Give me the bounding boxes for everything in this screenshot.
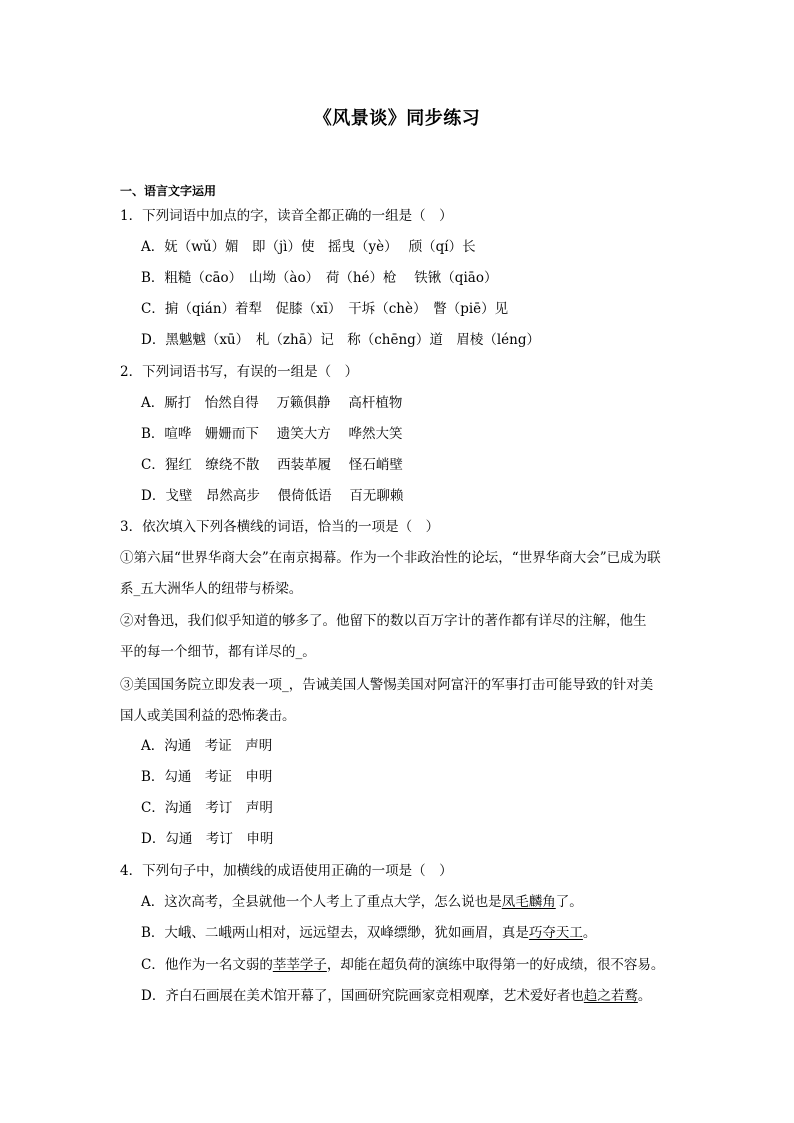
question-4-option-c <box>141 955 664 975</box>
option-d-underlined-idiom: 趋之若鹜 <box>583 988 638 1004</box>
question-1-option-a: A．妩（wǔ）媚 即（jì）使 摇曳（yè） 颀（qí）长 <box>141 239 476 255</box>
option-b-text-after: 。 <box>582 925 597 941</box>
option-b-underlined-idiom: 巧夺天工 <box>528 925 583 941</box>
option-d-text-after: 。 <box>637 988 652 1004</box>
question-3-option-d: D．勾通 考订 申明 <box>141 831 274 847</box>
question-2-option-d: D．戈壁 昂然高步 偎倚低语 百无聊赖 <box>141 488 404 504</box>
question-1-stem: 1．下列词语中加点的字，读音全都正确的一组是（ ） <box>120 208 453 224</box>
question-3-passage-3-line-2: 国人或美国利益的恐怖袭击。 <box>120 708 296 724</box>
question-3-passage-2-line-2: 平的每一个细节，都有详尽的_。 <box>120 644 316 660</box>
option-d-text-before: D．齐白石画展在美术馆开幕了，国画研究院画家竞相观摩，艺术爱好者也 <box>141 988 584 1004</box>
question-2-option-c: C．猩红 缭绕不散 西装革履 怪石峭壁 <box>141 457 403 473</box>
question-3-stem: 3．依次填入下列各横线的词语，恰当的一项是（ ） <box>120 519 440 535</box>
question-3-option-c: C．沟通 考订 声明 <box>141 800 273 816</box>
question-4-option-b <box>141 923 596 943</box>
option-a-text-after: 了。 <box>555 894 583 910</box>
question-1-option-c: C．掮（qián）着犁 促膝（xī） 干坼（chè） 瞥（piē）见 <box>141 301 509 317</box>
option-b-text-before: B．大峨、二峨两山相对，远远望去，双峰缥缈，犹如画眉，真是 <box>141 925 529 941</box>
question-3-passage-1-line-1: ①第六届“世界华商大会”在南京揭幕。作为一个非政治性的论坛，“世界华商大会”已成为联 <box>120 550 661 566</box>
question-3-option-b: B．勾通 考证 申明 <box>141 769 273 785</box>
question-4-option-d <box>141 986 651 1006</box>
question-3-passage-2-line-1: ②对鲁迅，我们似乎知道的够多了。他留下的数以百万字计的著作都有详尽的注解，他生 <box>120 613 647 629</box>
question-2-option-b: B．喧哗 姗姗而下 遗笑大方 哗然大笑 <box>141 426 403 442</box>
question-2-option-a: A．厮打 怡然自得 万籁俱静 高杆植物 <box>141 395 403 411</box>
option-c-underlined-idiom: 莘莘学子 <box>272 957 327 973</box>
question-3-passage-3-line-1: ③美国国务院立即发表一项_，告诫美国人警惕美国对阿富汗的军事打击可能导致的针对美 <box>120 677 654 693</box>
question-1-option-d: D．黑魆魆（xū） 札（zhā）记 称（chēng）道 眉棱（léng） <box>141 332 540 348</box>
option-a-text-before: A．这次高考，全县就他一个人考上了重点大学，怎么说也是 <box>141 894 502 910</box>
question-2-stem: 2．下列词语书写，有误的一组是（ ） <box>120 364 359 380</box>
section-heading: 一、语言文字运用 <box>120 184 217 198</box>
question-3-option-a: A．沟通 考证 声明 <box>141 738 273 754</box>
question-4-option-a <box>141 892 583 912</box>
question-4-stem: 4．下列句子中，加横线的成语使用正确的一项是（ ） <box>120 863 453 879</box>
question-1-option-b: B．粗糙（cāo） 山坳（ào） 荷（hé）枪 铁锹（qiāo） <box>141 270 498 286</box>
option-c-text-before: C．他作为一名文弱的 <box>141 957 273 973</box>
option-a-underlined-idiom: 凤毛麟角 <box>501 894 556 910</box>
option-c-text-after: ，却能在超负荷的演练中取得第一的好成绩，很不容易。 <box>326 957 665 973</box>
document-title: 《风景谈》同步练习 <box>313 108 481 129</box>
question-3-passage-1-line-2: 系_五大洲华人的纽带与桥梁。 <box>120 581 303 597</box>
